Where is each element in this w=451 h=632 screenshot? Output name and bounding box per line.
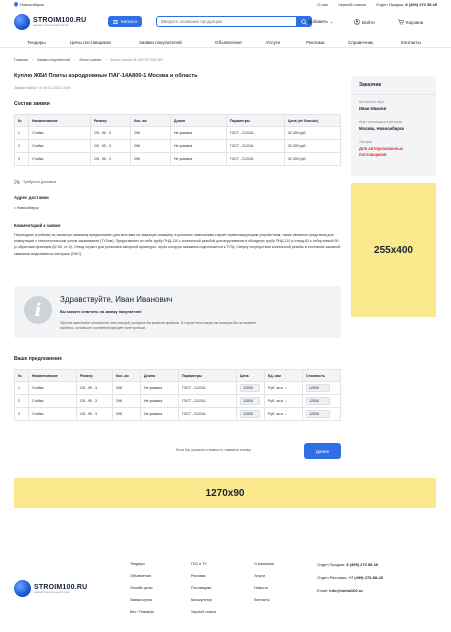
greeting-title: Здравствуйте, Иван Иванович xyxy=(60,295,173,304)
table-cell: 296 xyxy=(113,395,141,408)
sales-phone: 8 (499) 270 58 45 xyxy=(346,562,378,567)
logo-subtitle: единый строительный портал xyxy=(33,24,69,27)
unit-value: кг xyxy=(280,412,284,416)
price-input[interactable]: 12000 xyxy=(240,397,260,405)
total-cell xyxy=(303,382,341,395)
unit-value: кг xyxy=(280,399,284,403)
location-pin-icon xyxy=(14,2,18,7)
info-icon: i xyxy=(24,296,52,324)
unit-cell xyxy=(265,395,303,408)
col-header: Параметры xyxy=(179,370,237,382)
footer-link[interactable]: Услуги xyxy=(254,574,266,578)
login-button[interactable] xyxy=(354,19,375,25)
table-cell: 296 xyxy=(113,408,141,421)
greeting-panel xyxy=(14,286,341,338)
footer-link[interactable]: Реклама xyxy=(191,574,206,578)
breadcrumb-category[interactable]: Бетон гранит xyxy=(79,58,102,62)
table-cell: СВ - 95 - 3 xyxy=(77,382,113,395)
breadcrumb: Главная › Заявки покупателей › Бетон гранит › Бетон гранит М-150 П2 F50 W2 xyxy=(14,58,163,62)
total-cell xyxy=(303,408,341,421)
col-header: Длина xyxy=(141,370,179,382)
top-link-blacklist[interactable]: Черный список xyxy=(338,2,367,7)
table-cell: 3 xyxy=(15,408,29,421)
contact-value: Иван Иванов xyxy=(359,106,387,111)
order-table xyxy=(14,114,341,166)
table-cell: ГОСТ - 212341 xyxy=(227,153,285,166)
table-cell: Стойки xyxy=(29,153,91,166)
table-cell: 1 xyxy=(15,127,29,140)
footer xyxy=(0,514,451,632)
table-cell: ГОСТ - 212341 xyxy=(179,382,237,395)
footer-ads-phone[interactable] xyxy=(317,575,383,580)
col-header: Кол.-во xyxy=(113,370,141,382)
price-input[interactable]: 12000 xyxy=(240,384,260,392)
table-cell: СВ - 95 - 3 xyxy=(91,127,131,140)
chevron-down-icon: ⌄ xyxy=(329,19,334,24)
unit-cell xyxy=(265,382,303,395)
footer-link[interactable]: Новости xyxy=(254,586,268,590)
col-header: Ед. изм xyxy=(265,370,303,382)
table-cell: 296 xyxy=(131,140,171,153)
phone-value: Для авторизованных поставщиков xyxy=(359,146,404,157)
table-cell: СВ - 95 - 3 xyxy=(77,408,113,421)
price-input[interactable]: 12000 xyxy=(240,410,260,418)
table-cell: Стойки xyxy=(29,408,77,421)
delivery-address: г. Новосибирск xyxy=(14,206,39,210)
top-phone[interactable] xyxy=(376,2,437,7)
catalog-label: Каталог xyxy=(121,19,138,24)
logo-globe-icon xyxy=(14,14,30,30)
catalog-button[interactable] xyxy=(108,16,142,27)
total-input[interactable]: 12000 xyxy=(306,384,330,392)
sales-label: Отдел Продаж: xyxy=(317,562,346,567)
nav-tenders[interactable]: Тендеры xyxy=(27,40,46,45)
email-label: Email: xyxy=(317,588,329,593)
delivery-required-label: Требуется доставка xyxy=(23,180,56,184)
footer-link[interactable]: Поставщики xyxy=(191,586,212,590)
top-phone-label: Отдел Продаж: xyxy=(376,2,405,7)
city-selector[interactable] xyxy=(14,2,44,7)
table-cell: 2 xyxy=(15,395,29,408)
footer-logo[interactable] xyxy=(14,580,87,597)
offer-hint: Если Вы указали стоимость, нажмите кнопку xyxy=(176,448,251,452)
col-header: Размер xyxy=(91,115,131,127)
unit-select[interactable] xyxy=(281,397,297,405)
table-cell: Не указана xyxy=(171,153,227,166)
order-heading: Состав заявки xyxy=(14,101,50,107)
table-row xyxy=(15,408,341,421)
col-header: Цена (не больше) xyxy=(285,115,341,127)
price-cell xyxy=(237,382,265,395)
search-icon xyxy=(301,19,307,25)
unit-select[interactable] xyxy=(281,384,297,392)
footer-link[interactable]: Калькулятор xyxy=(191,598,213,602)
col-header: Длина xyxy=(171,115,227,127)
request-meta: Заявка №6447 от 26.01.2021 10:40 xyxy=(14,86,71,90)
nav-supplier-prices[interactable]: Цены поставщиков xyxy=(70,40,111,45)
footer-link[interactable]: Черный список xyxy=(191,610,217,614)
price-cell xyxy=(237,395,265,408)
main-nav xyxy=(0,37,451,48)
top-links xyxy=(317,2,437,7)
table-row xyxy=(15,140,341,153)
email-value: info@metal100.ru xyxy=(329,588,363,593)
logo[interactable] xyxy=(14,14,86,30)
unit-select[interactable] xyxy=(281,410,297,418)
unit-cell xyxy=(265,408,303,421)
table-cell: Не указана xyxy=(141,408,179,421)
search-box xyxy=(156,16,312,27)
greeting-note: Просто заполните стоимость тех позиций, которые Вы можете продать. В случае если какую-то позицию Вы не можете продать, оставьте соответствующее поле пустым. xyxy=(60,321,257,330)
order-table-header xyxy=(15,115,341,127)
phone-label: Телефон xyxy=(359,140,373,144)
add-label: Добавить xyxy=(308,19,328,24)
nav-contacts[interactable]: Контакты xyxy=(401,40,421,45)
footer-email[interactable] xyxy=(317,588,363,593)
table-cell: Не указана xyxy=(171,140,227,153)
footer-link[interactable]: Объявления xyxy=(130,574,151,578)
table-cell: СВ - 95 - 3 xyxy=(77,395,113,408)
header xyxy=(14,11,437,35)
chevron-down-icon: ⌄ xyxy=(284,412,288,416)
col-header: Цена xyxy=(237,370,265,382)
ads-label: Отдел Рекламы: xyxy=(317,575,348,580)
nav-reference[interactable]: Справочник xyxy=(348,40,374,45)
search-region-label: Ищет поставщика в регионах xyxy=(359,120,403,124)
menu-icon xyxy=(113,20,118,24)
truck-icon xyxy=(14,180,20,184)
footer-sales-phone[interactable] xyxy=(317,562,378,567)
price-cell xyxy=(237,408,265,421)
chevron-down-icon: ⌄ xyxy=(284,386,288,390)
table-cell: Стойки xyxy=(29,382,77,395)
logo-title: STROIM100.RU xyxy=(33,17,87,24)
comment-text: Переходник (тройник) на заказную скважину предназначен для монтажа на заказную скважину, в условиях самозалива служит герметизирующим устройством, также является средством для коммутации с технологическим узлом закачивания (ТУЗом). Представляет из себя трубу ПНД-110 с конической резьбой для вкручивания в обсадную трубу ПНД-110 и отвод-63 с отбортовкой 90 (с обратным фланцем ДУ-50, ст-3). Отвод служит для установки запорной арматуры, через которую скважина подключается к ТУЗу. Сверху посредством конической резьбы в оголовник заказной скважины вкручивается заглушка (ОНС). xyxy=(14,233,341,256)
chevron-down-icon: ⌄ xyxy=(284,399,288,403)
total-input[interactable]: 12000 xyxy=(306,397,330,405)
breadcrumb-requests[interactable]: Заявки покупателей xyxy=(36,58,71,62)
table-cell: 32 400 руб. xyxy=(285,127,341,140)
table-cell: 296 xyxy=(131,127,171,140)
table-cell: Не указана xyxy=(141,395,179,408)
breadcrumb-current: Бетон гранит М-150 П2 F50 W2 xyxy=(110,58,163,62)
page-title: Куплю ЖБИ Плиты аэродромные ПАГ-14А800-1 Москва и область xyxy=(14,73,198,79)
logo-globe-icon xyxy=(14,580,31,597)
delivery-required xyxy=(14,180,56,184)
offer-table-header xyxy=(15,370,341,382)
unit-prefix: Руб. за xyxy=(268,385,280,390)
table-cell: Стойки xyxy=(29,140,91,153)
contact-label: Контактное лицо xyxy=(359,100,384,104)
next-button[interactable]: Далее xyxy=(304,443,341,459)
col-header: Размер xyxy=(77,370,113,382)
cart-button[interactable] xyxy=(398,19,423,25)
customer-heading: Заказчик xyxy=(359,82,382,88)
cart-label: Корзина xyxy=(406,19,424,25)
delivery-heading: Адрес доставки xyxy=(14,195,49,200)
footer-link[interactable]: Вес / Размеры xyxy=(130,610,155,614)
footer-logo-subtitle: единый строительный портал xyxy=(34,590,70,594)
footer-link[interactable]: О компании xyxy=(254,562,274,566)
table-cell: 1 xyxy=(15,382,29,395)
table-cell: Стойки xyxy=(29,127,91,140)
table-cell: 2 xyxy=(15,140,29,153)
table-cell: ГОСТ - 212341 xyxy=(179,395,237,408)
unit-prefix: Руб. за xyxy=(268,411,280,416)
col-header: Кол.-во xyxy=(131,115,171,127)
greeting-subtitle: Вы можете ответить на заявку покупателя! xyxy=(60,310,142,314)
customer-card xyxy=(351,76,436,176)
col-header: Наименование xyxy=(29,115,91,127)
table-cell: 32 400 руб. xyxy=(285,153,341,166)
col-header: Наименование xyxy=(29,370,77,382)
table-row xyxy=(15,127,341,140)
bottom-ad-banner[interactable]: 1270x90 xyxy=(14,478,436,508)
comment-heading: Комментарий к заявке xyxy=(14,223,61,228)
side-ad-banner[interactable]: 255x400 xyxy=(351,183,436,317)
col-header: № xyxy=(15,370,29,382)
col-header: Стоимость xyxy=(303,370,341,382)
table-cell: СВ - 95 - 3 xyxy=(91,140,131,153)
table-cell: ГОСТ - 212341 xyxy=(179,408,237,421)
col-header: Параметры xyxy=(227,115,285,127)
footer-link[interactable]: Контакты xyxy=(254,598,270,602)
footer-logo-title: STROIM100.RU xyxy=(34,583,88,591)
table-cell: Не указана xyxy=(141,382,179,395)
footer-link[interactable]: Тендеры xyxy=(130,562,145,566)
search-input[interactable] xyxy=(157,19,296,24)
login-label: Войти xyxy=(362,19,375,25)
offer-table xyxy=(14,369,341,421)
table-cell: 3 xyxy=(15,153,29,166)
ads-phone: +7 (499) 270-58-45 xyxy=(348,575,383,580)
table-cell: Стойки xyxy=(29,395,77,408)
unit-value: кг xyxy=(280,386,284,390)
table-row xyxy=(15,382,341,395)
user-icon xyxy=(354,19,360,25)
nav-advertising[interactable]: Реклама xyxy=(306,40,325,45)
total-input[interactable]: 12000 xyxy=(306,410,330,418)
table-row xyxy=(15,395,341,408)
top-link-about[interactable]: О нас xyxy=(317,2,329,7)
top-bar xyxy=(0,0,451,9)
table-row xyxy=(15,153,341,166)
table-cell: ГОСТ - 212341 xyxy=(227,127,285,140)
footer-link[interactable]: Онлайн цены xyxy=(130,586,153,590)
unit-prefix: Руб. за xyxy=(268,398,280,403)
top-phone-number: 8 (499) 270 58 45 xyxy=(405,2,437,7)
table-cell: 296 xyxy=(131,153,171,166)
table-cell: Не указана xyxy=(171,127,227,140)
col-header: № xyxy=(15,115,29,127)
nav-services[interactable]: Услуги xyxy=(266,40,281,45)
total-cell xyxy=(303,395,341,408)
city-label: Новосибирск xyxy=(20,2,45,7)
cart-icon xyxy=(398,19,404,25)
table-cell: СВ - 95 - 3 xyxy=(91,153,131,166)
divider xyxy=(351,94,436,95)
table-cell: ГОСТ - 212341 xyxy=(227,140,285,153)
search-region-value: Москва, Новосибирск xyxy=(359,126,405,131)
breadcrumb-home[interactable]: Главная xyxy=(14,58,28,62)
footer-link[interactable]: ГОС и ТУ xyxy=(191,562,207,566)
table-cell: 32 400 руб. xyxy=(285,140,341,153)
nav-buyer-requests[interactable]: Заявки покупателей xyxy=(139,40,182,45)
nav-ads[interactable]: Объявления xyxy=(215,40,242,45)
offer-heading: Ваше предложение xyxy=(14,356,62,362)
table-cell: 296 xyxy=(113,382,141,395)
add-dropdown[interactable] xyxy=(308,19,333,24)
footer-link[interactable]: Заявки купли xyxy=(130,598,153,602)
